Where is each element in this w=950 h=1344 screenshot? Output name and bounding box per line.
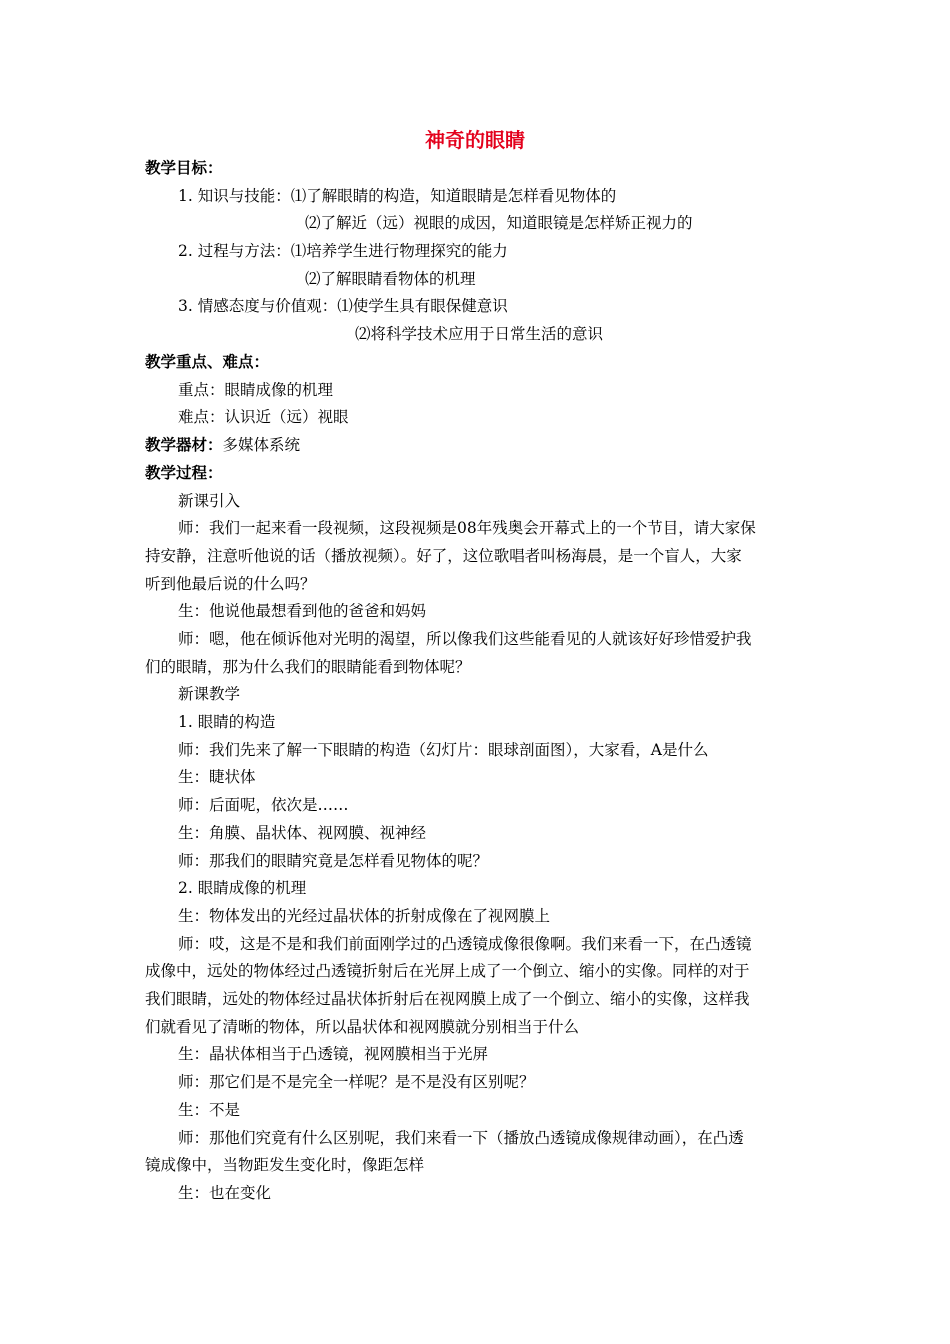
equipment-value: 多媒体系统 (222, 436, 301, 454)
objective-2: 2. 过程与方法：⑴培养学生进行物理探究的能力 (178, 242, 508, 260)
keypoint-difficulty: 难点：认识近（远）视眼 (178, 408, 349, 426)
process-line: 们就看见了清晰的物体，所以晶状体和视网膜就分别相当于什么 (145, 1018, 580, 1036)
objective-2b: ⑵了解眼睛看物体的机理 (305, 270, 476, 288)
objective-1: 1. 知识与技能：⑴了解眼睛的构造，知道眼睛是怎样看见物体的 (178, 187, 617, 205)
process-line: 新课引入 (178, 492, 241, 510)
process-line: 生：睫状体 (178, 768, 256, 786)
process-line: 师：我们先来了解一下眼睛的构造（幻灯片：眼球剖面图），大家看，A是什么 (178, 741, 709, 759)
process-line: 生：晶状体相当于凸透镜，视网膜相当于光屏 (178, 1045, 489, 1063)
process-line: 持安静，注意听他说的话（播放视频）。好了，这位歌唱者叫杨海晨，是一个盲人，大家 (145, 547, 742, 565)
keypoints-heading: 教学重点、难点： (145, 353, 270, 371)
process-line: 师：后面呢，依次是…… (178, 796, 349, 814)
process-line: 师：哎，这是不是和我们前面刚学过的凸透镜成像很像啊。我们来看一下，在凸透镜 (178, 935, 752, 953)
process-line: 新课教学 (178, 685, 241, 703)
keypoint-focus: 重点：眼睛成像的机理 (178, 381, 334, 399)
process-line: 生：也在变化 (178, 1184, 272, 1202)
process-line: 听到他最后说的什么吗？ (145, 575, 316, 593)
process-line: 2. 眼睛成像的机理 (178, 879, 307, 897)
equipment-label: 教学器材： (145, 436, 223, 454)
process-line: 师：那它们是不是完全一样呢？是不是没有区别呢？ (178, 1073, 535, 1091)
objective-3: 3. 情感态度与价值观：⑴使学生具有眼保健意识 (178, 297, 508, 315)
process-line: 们的眼睛，那为什么我们的眼睛能看到物体呢？ (145, 658, 471, 676)
process-line: 师：我们一起来看一段视频，这段视频是08年残奥会开幕式上的一个节目，请大家保 (178, 519, 756, 537)
objective-3b: ⑵将科学技术应用于日常生活的意识 (355, 325, 604, 343)
objectives-heading: 教学目标： (145, 159, 223, 177)
process-line: 师：那他们究竟有什么区别呢，我们来看一下（播放凸透镜成像规律动画），在凸透 (178, 1129, 744, 1147)
process-line: 师：嗯，他在倾诉他对光明的渴望，所以像我们这些能看见的人就该好好珍惜爱护我 (178, 630, 752, 648)
process-line: 成像中，远处的物体经过凸透镜折射后在光屏上成了一个倒立、缩小的实像。同样的对于 (145, 962, 750, 980)
process-line: 生：不是 (178, 1101, 241, 1119)
process-line: 生：物体发出的光经过晶状体的折射成像在了视网膜上 (178, 907, 551, 925)
process-line: 生：角膜、晶状体、视网膜、视神经 (178, 824, 427, 842)
document-title: 神奇的眼睛 (425, 128, 525, 152)
process-heading: 教学过程： (145, 464, 223, 482)
process-line: 师：那我们的眼睛究竟是怎样看见物体的呢？ (178, 852, 489, 870)
objective-1b: ⑵了解近（远）视眼的成因，知道眼镜是怎样矫正视力的 (305, 214, 693, 232)
process-line: 我们眼睛，远处的物体经过晶状体折射后在视网膜上成了一个倒立、缩小的实像，这样我 (145, 990, 750, 1008)
process-line: 1. 眼睛的构造 (178, 713, 276, 731)
equipment-line (145, 435, 300, 455)
process-line: 生：他说他最想看到他的爸爸和妈妈 (178, 602, 427, 620)
process-line: 镜成像中，当物距发生变化时，像距怎样 (145, 1156, 425, 1174)
